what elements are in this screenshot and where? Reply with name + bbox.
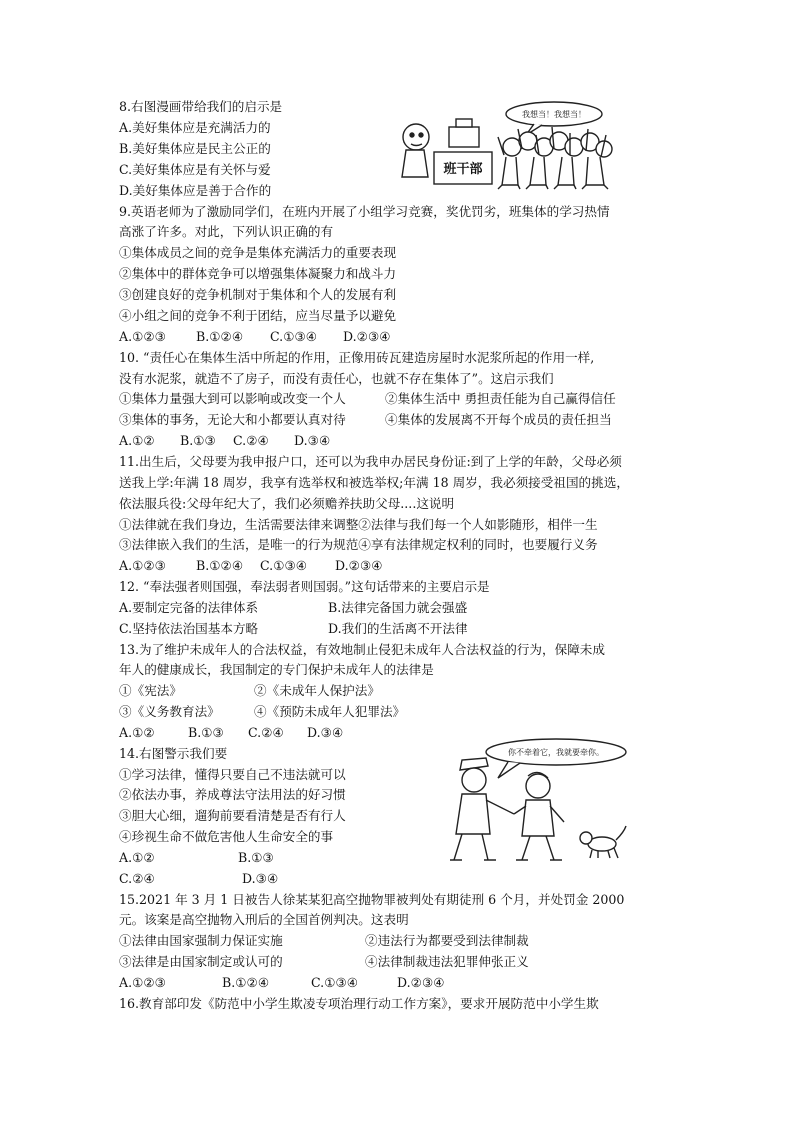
q8-option-d: D.美好集体应是善于合作的	[119, 183, 272, 198]
q13-statement-1: ①《宪法》	[119, 683, 182, 698]
q15-statement-3: ③法律是由国家制定或认可的	[119, 954, 283, 969]
q8-option-c: C.美好集体应是有关怀与爱	[119, 162, 271, 177]
q10-stem-line-2: 没有水泥浆，就造不了房子，而没有责任心，也就不存在集体了”。这启示我们	[119, 371, 554, 386]
q13-stem-line-2: 年人的健康成长，我国制定的专门保护未成年人的法律是	[119, 662, 434, 677]
q12-option-c: C.坚持依法治国基本方略	[119, 621, 259, 636]
q11-choice-b: B.①②④	[196, 558, 244, 573]
q10-statement-2: ②集体生活中 勇担责任能为自己赢得信任	[385, 391, 616, 406]
q9-choice-d: D.②③④	[343, 329, 391, 344]
q9-choice-c: C.①③④	[270, 329, 318, 344]
q9-statement-3: ③创建良好的竞争机制对于集体和个人的发展有利	[119, 287, 397, 302]
q14-statement-2: ②依法办事，养成尊法守法用法的好习惯	[119, 787, 346, 802]
q10-stem-line-1: 10. “责任心在集体生活中所起的作用，正像用砖瓦建造房屋时水泥浆所起的作用一样,	[119, 350, 595, 365]
q10-choice-a: A.①②	[119, 433, 155, 448]
q13-choice-d: D.③④	[307, 725, 344, 740]
q9-statement-4: ④小组之间的竞争不利于团结，应当尽量予以避免	[119, 308, 397, 323]
q13-statement-4: ④《预防未成年人犯罪法》	[254, 704, 406, 719]
q14-cartoon-figure	[426, 734, 636, 864]
q15-statement-1: ①法律由国家强制力保证实施	[119, 933, 283, 948]
q10-choice-c: C.②④	[233, 433, 269, 448]
q11-statement-1: ①法律就在我们身边，生活需要法律来调整②法律与我们每一个人如影随形，相伴一生	[119, 517, 598, 532]
q14-choice-d: D.③④	[242, 871, 279, 886]
q12-option-b: B.法律完备国力就会强盛	[328, 600, 468, 615]
q9-statement-1: ①集体成员之间的竞争是集体充满活力的重要表现	[119, 245, 397, 260]
q13-choice-a: A.①②	[119, 725, 155, 740]
q13-statement-2: ②《未成年人保护法》	[254, 683, 380, 698]
q10-choice-b: B.①③	[180, 433, 216, 448]
q15-choice-d: D.②③④	[397, 975, 445, 990]
q11-stem-line-1: 11.出生后，父母要为我申报户口，还可以为我申办居民身份证:到了上学的年龄，父母必须	[119, 454, 622, 469]
q15-stem-line-2: 元。该案是高空抛物入刑后的全国首例判决。这表明	[119, 912, 409, 927]
q8-option-b: B.美好集体应是民主公正的	[119, 141, 271, 156]
q9-stem-line-2: 高涨了许多。对此，下列认识正确的有	[119, 224, 334, 239]
q11-choice-a: A.①②③	[119, 558, 166, 573]
q13-statement-3: ③《义务教育法》	[119, 704, 220, 719]
q9-stem-line-1: 9.英语老师为了激励同学们，在班内开展了小组学习竞赛，奖优罚劣，班集体的学习热情	[119, 204, 610, 219]
q14-bubble-text: 你不牵着它，我就要牵你。	[508, 748, 604, 757]
q15-choice-c: C.①③④	[311, 975, 359, 990]
q14-choice-c: C.②④	[119, 871, 155, 886]
q12-stem: 12. “奉法强者则国强，奉法弱者则国弱。”这句话带来的主要启示是	[119, 579, 490, 594]
q14-statement-4: ④珍视生命不做危害他人生命安全的事	[119, 829, 334, 844]
q14-choice-a: A.①②	[119, 850, 155, 865]
q9-choice-b: B.①②④	[196, 329, 244, 344]
q8-option-a: A.美好集体应是充满活力的	[119, 120, 271, 135]
q16-stem: 16.教育部印发《防范中小学生欺凌专项治理行动工作方案》，要求开展防范中小学生欺	[119, 996, 599, 1011]
q10-statement-1: ①集体力量强大到可以影响或改变一个人	[119, 391, 346, 406]
q9-choice-a: A.①②③	[119, 329, 166, 344]
q14-stem: 14.右图警示我们要	[119, 746, 228, 761]
q15-statement-2: ②违法行为都要受到法律制裁	[365, 933, 529, 948]
q13-choice-b: B.①③	[188, 725, 224, 740]
q8-desk-sign: 班干部	[443, 162, 483, 177]
q10-statement-4: ④集体的发展离不开每个成员的责任担当	[385, 412, 612, 427]
q9-statement-2: ②集体中的群体竞争可以增强集体凝聚力和战斗力	[119, 266, 397, 281]
q14-choice-b: B.①③	[238, 850, 274, 865]
q14-statement-3: ③胆大心细，遛狗前要看清楚是否有行人	[119, 808, 346, 823]
q8-bubble-text: 我想当！我想当！	[522, 110, 586, 119]
q15-choice-a: A.①②③	[119, 975, 166, 990]
q10-statement-3: ③集体的事务，无论大和小都要认真对待	[119, 412, 346, 427]
q11-choice-c: C.①③④	[260, 558, 308, 573]
q8-stem: 8.右图漫画带给我们的启示是	[119, 99, 283, 114]
q11-stem-line-3: 依法服兵役:父母年纪大了，我们必须赡养扶助父母....这说明	[119, 496, 455, 511]
q11-statement-2: ③法律嵌入我们的生活，是唯一的行为规范④享有法律规定权利的同时，也要履行义务	[119, 537, 598, 552]
q13-stem-line-1: 13.为了维护未成年人的合法权益，有效地制止侵犯未成年人合法权益的行为，保障未成	[119, 642, 605, 657]
q15-statement-4: ④法律制裁违法犯罪伸张正义	[365, 954, 529, 969]
q11-stem-line-2: 送我上学:年满 18 周岁，我享有选举权和被选举权;年满 18 周岁，我必须接受祖国的挑选，	[119, 475, 629, 490]
q14-statement-1: ①学习法律，懂得只要自己不违法就可以	[119, 767, 346, 782]
q13-choice-c: C.②④	[248, 725, 284, 740]
q11-choice-d: D.②③④	[335, 558, 383, 573]
q8-cartoon-figure	[394, 97, 620, 190]
q10-choice-d: D.③④	[294, 433, 331, 448]
q12-option-a: A.要制定完备的法律体系	[119, 600, 259, 615]
q15-stem-line-1: 15.2021 年 3 月 1 日被告人徐某某犯高空抛物罪被判处有期徒刑 6 个月，并处罚金 2000	[119, 892, 625, 907]
q15-choice-b: B.①②④	[222, 975, 270, 990]
q12-option-d: D.我们的生活离不开法律	[328, 621, 468, 636]
